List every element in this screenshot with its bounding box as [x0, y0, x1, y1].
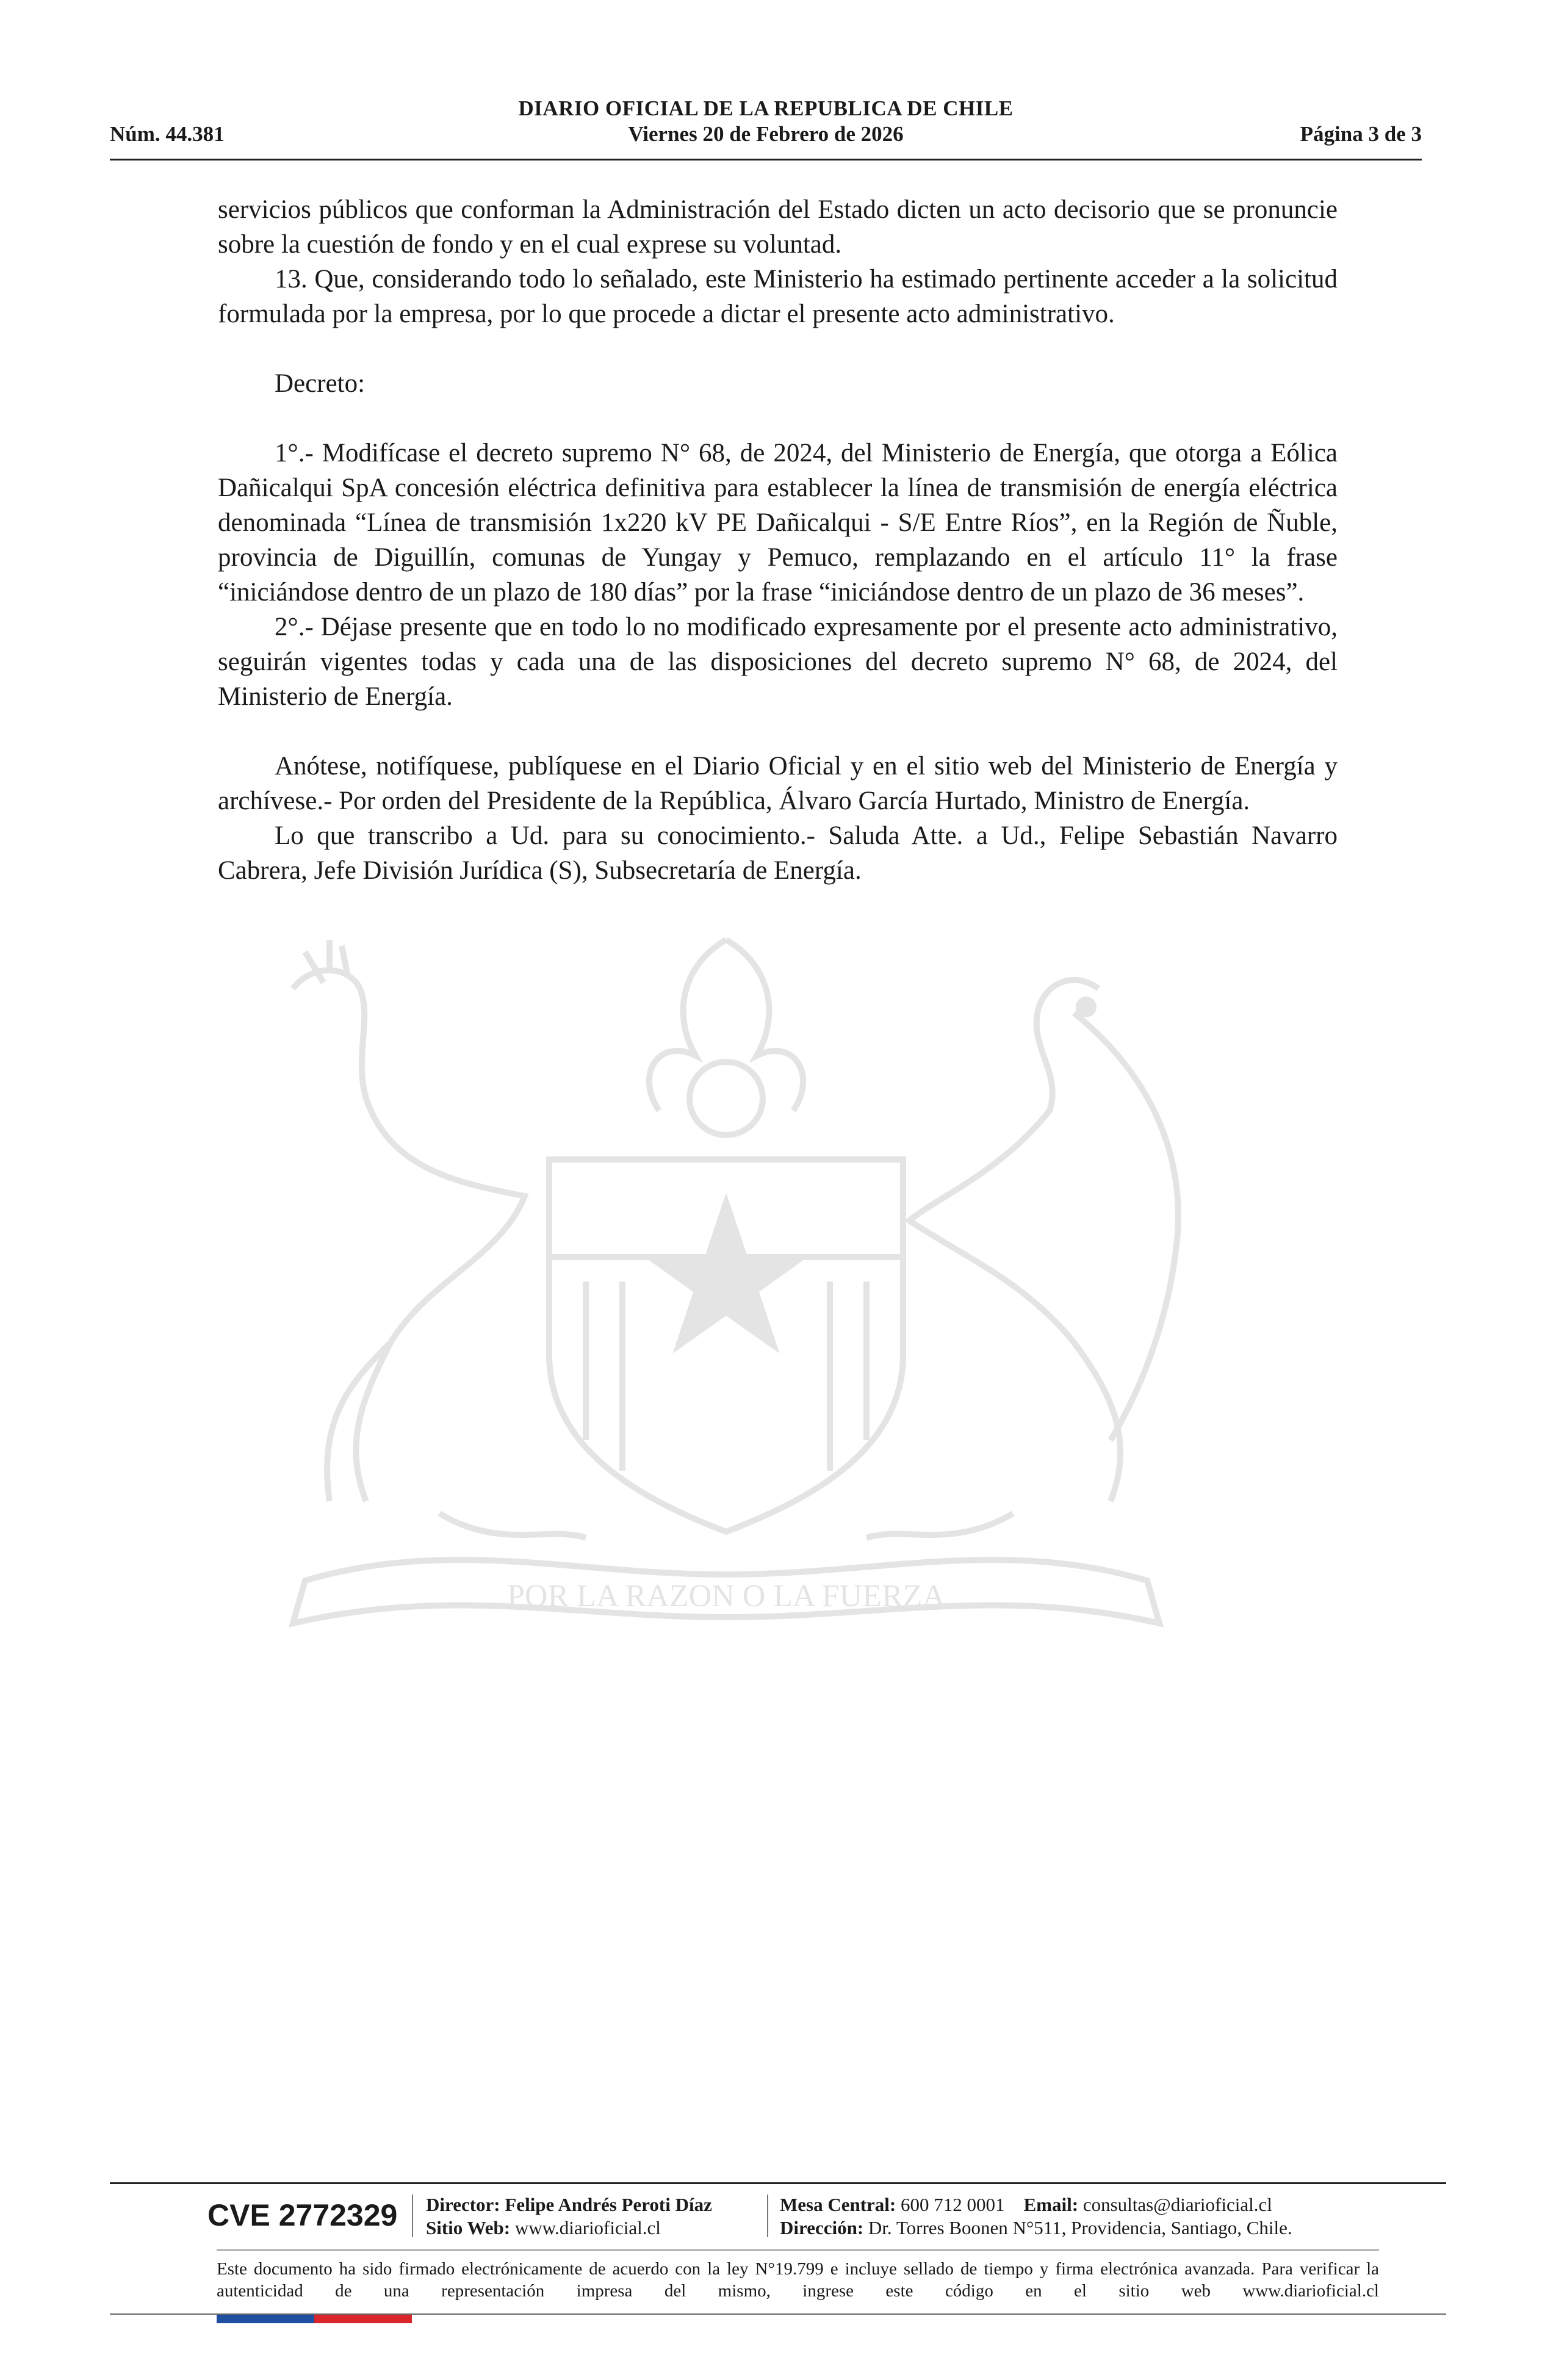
- signature-paragraph: Lo que transcribo a Ud. para su conocimiento.- Saluda Atte. a Ud., Felipe Sebastián Navarro Cabrera, Jefe División Jurídica (S), Subsecretaría de Energía.: [218, 821, 1338, 885]
- email-link[interactable]: consultas@diarioficial.cl: [1082, 2194, 1272, 2215]
- page-number: Página 3 de 3: [1300, 122, 1422, 146]
- paragraph: 13. Que, considerando todo lo señalado, este Ministerio ha estimado pertinente acceder a la solicitud formulada por la empresa, por lo que procede a dictar el presente acto administrativo.: [218, 265, 1338, 328]
- director-label: Director:: [426, 2194, 500, 2215]
- footer-separator: [412, 2194, 413, 2237]
- phone-number: 600 712 0001: [901, 2194, 1005, 2215]
- flag-stripe: [217, 2315, 412, 2323]
- director-name: Felipe Andrés Peroti Díaz: [505, 2194, 712, 2215]
- address-value: Dr. Torres Boonen N°511, Providencia, Santiago, Chile.: [868, 2217, 1292, 2238]
- publication-title: DIARIO OFICIAL DE LA REPUBLICA DE CHILE: [518, 96, 1014, 120]
- watermark-motto: POR LA RAZON O LA FUERZA: [507, 1579, 945, 1614]
- closing-paragraph: Anótese, notifíquese, publíquese en el Diario Oficial y en el sitio web del Ministerio de Energía y archívese.- Por orden del Presidente de la República, Álvaro García Hurtado, Ministro de Energía.: [218, 752, 1338, 815]
- page-footer: [110, 2182, 1446, 2323]
- flag-red-segment: [314, 2315, 412, 2323]
- footer-divider: [217, 2249, 1379, 2251]
- cve-code: CVE 2772329: [207, 2198, 398, 2232]
- footer-divider: [110, 2182, 1446, 2184]
- contact-info: [780, 2193, 1292, 2240]
- publication-date: Viernes 20 de Febrero de 2026: [628, 122, 904, 146]
- flag-blue-segment: [217, 2315, 314, 2323]
- document-body: [218, 192, 1338, 888]
- paragraph: servicios públicos que conforman la Administración del Estado dicten un acto decisorio que se pronuncie sobre la cuestión de fondo y en el cual exprese su voluntad.: [218, 195, 1338, 259]
- director-info: [426, 2193, 712, 2240]
- website-label: Sitio Web:: [426, 2217, 511, 2238]
- issue-number: Núm. 44.381: [110, 122, 225, 146]
- legal-notice: Este documento ha sido firmado electrónicamente de acuerdo con la ley N°19.799 e incluye sellado de tiempo y firma electrónica avanzada. Para verificar la autenticidad de una representación impresa del mismo, ingrese este código en el sitio web www.diarioficial.cl: [217, 2259, 1379, 2301]
- phone-label: Mesa Central:: [780, 2194, 896, 2215]
- address-label: Dirección:: [780, 2217, 864, 2238]
- email-label: Email:: [1023, 2194, 1079, 2215]
- chile-coat-of-arms-icon: [207, 915, 1245, 1684]
- website-link[interactable]: www.diarioficial.cl: [514, 2217, 661, 2238]
- article-2: 2°.- Déjase presente que en todo lo no modificado expresamente por el presente acto administrativo, seguirán vigentes todas y cada una de las disposiciones del decreto supremo N° 68, de 2024, del Ministerio de Energía.: [218, 613, 1338, 711]
- decree-heading: Decreto:: [275, 369, 366, 398]
- page-header: [110, 92, 1422, 160]
- footer-separator: [767, 2194, 768, 2237]
- article-1: 1°.- Modifícase el decreto supremo N° 68, de 2024, del Ministerio de Energía, que otorga a Eólica Dañicalqui SpA concesión eléctrica definitiva para establecer la línea de transmisión de energía eléctrica denominada “Línea de transmisión 1x220 kV PE Dañicalqui - S/E Entre Ríos”, en la Región de Ñuble, provincia de Diguillín, comunas de Yungay y Pemuco, remplazando en el artículo 11° la frase “iniciándose dentro de un plazo de 180 días” por la frase “iniciándose dentro de un plazo de 36 meses”.: [218, 439, 1338, 607]
